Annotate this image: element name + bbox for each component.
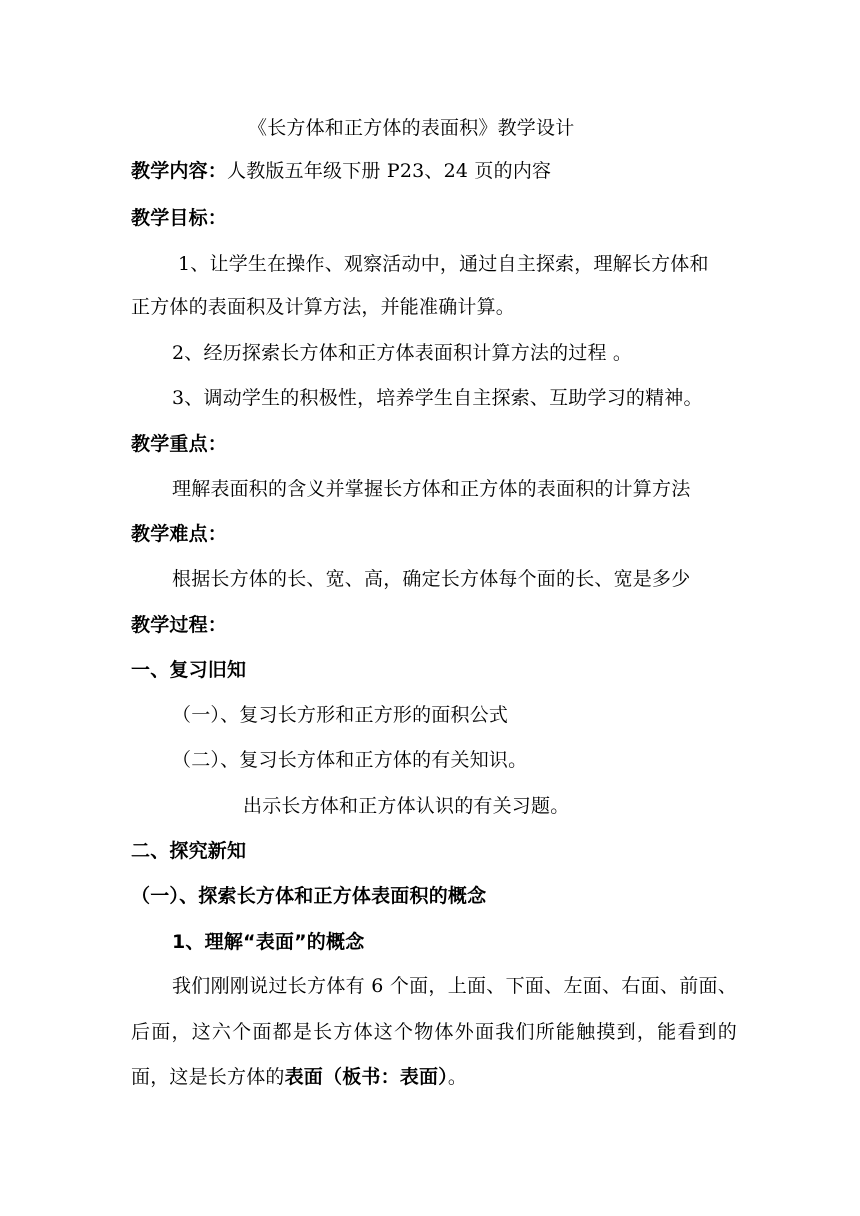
objective-1-line-2: 正方体的表面积及计算方法，并能准确计算。 [131,296,516,318]
teaching-process-label: 教学过程： [131,614,228,636]
section-1-heading: 一、复习旧知 [131,659,247,681]
paragraph-line-1: 我们刚刚说过长方体有 6 个面，上面、下面、左面、右面、前面、 [172,975,737,997]
section-2-heading: 二、探究新知 [131,840,247,862]
paragraph-line-3-start: 面，这是长方体的 [131,1066,285,1088]
teaching-content-row [131,159,551,183]
section-1-item-2: （二）、复习长方体和正方体的有关知识。 [172,749,528,771]
section-1-item-1: （一）、复习长方形和正方形的面积公式 [172,704,509,726]
paragraph-line-3-bold: 表面（板书：表面） [284,1066,448,1088]
difficulties-text: 根据长方体的长、宽、高，确定长方体每个面的长、宽是多少 [172,568,691,590]
key-points-text: 理解表面积的含义并掌握长方体和正方体的表面积的计算方法 [172,478,691,500]
teaching-content-text: 人教版五年级下册 P23、24 页的内容 [227,160,552,182]
key-points-label: 教学重点： [131,433,228,455]
document-title: 《长方体和正方体的表面积》教学设计 [248,117,575,139]
paragraph-line-2: 后面，这六个面都是长方体这个物体外面我们所能触摸到，能看到的 [131,1021,737,1043]
objective-3: 3、调动学生的积极性，培养学生自主探索、互助学习的精神。 [172,387,703,409]
difficulties-label: 教学难点： [131,523,228,545]
teaching-objectives-label: 教学目标： [131,207,228,229]
section-2-subheading-1: （一）、探索长方体和正方体表面积的概念 [131,885,487,907]
objective-1-line-1: 1、让学生在操作、观察活动中，通过自主探索，理解长方体和 [178,253,709,275]
teaching-content-label: 教学内容： [131,160,228,182]
paragraph-line-3 [131,1065,467,1089]
paragraph-line-3-end: 。 [447,1066,468,1088]
objective-2: 2、经历探索长方体和正方体表面积计算方法的过程 。 [172,342,633,364]
section-1-item-2-detail: 出示长方体和正方体认识的有关习题。 [243,795,570,817]
section-2-point-1: 1、理解“表面”的概念 [172,931,365,953]
